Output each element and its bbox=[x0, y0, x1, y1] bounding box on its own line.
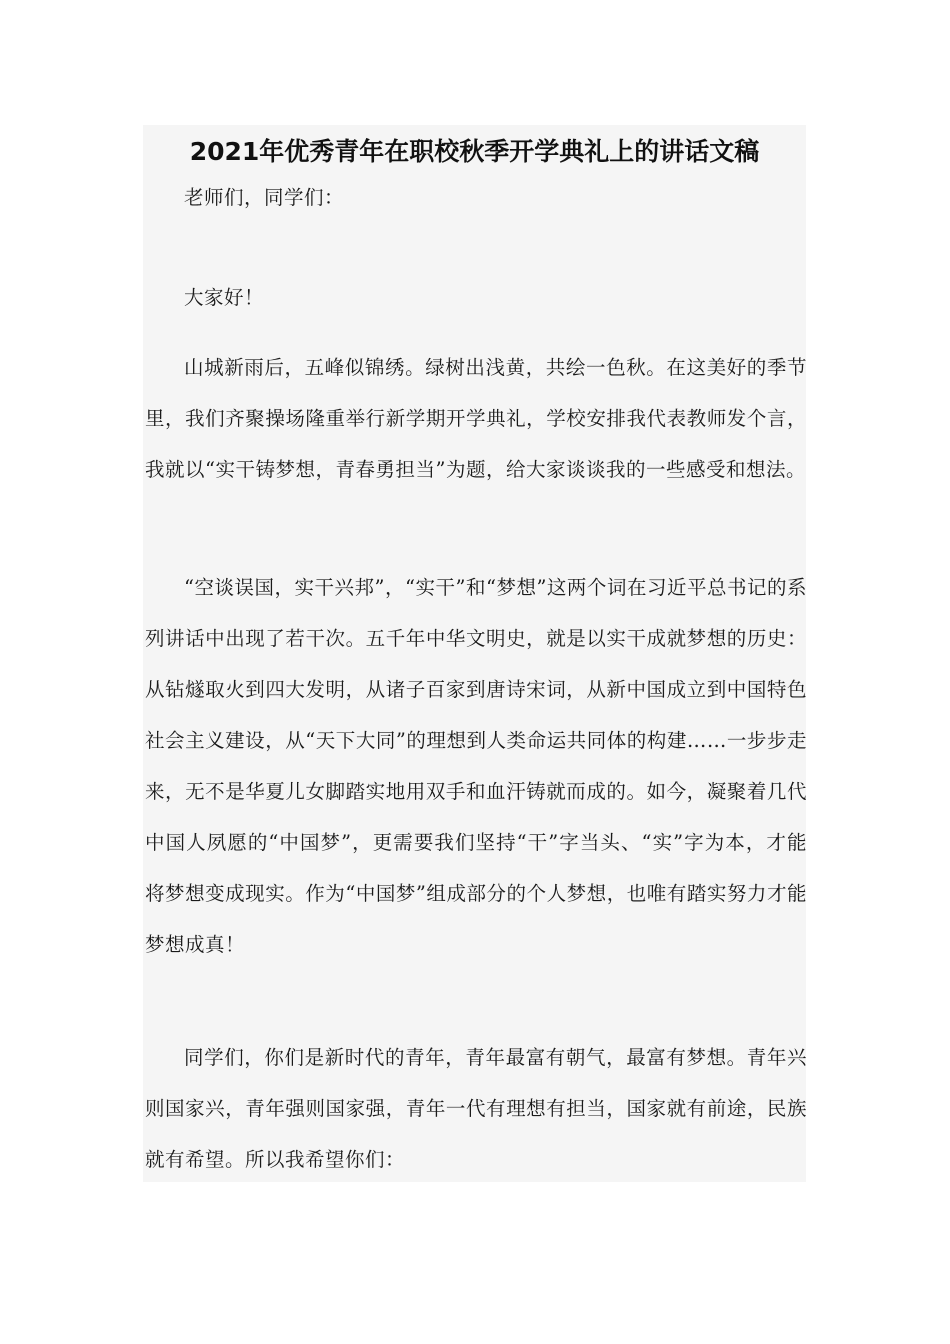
greeting-paragraph: 大家好！ bbox=[184, 286, 265, 309]
body-paragraph: 山城新雨后，五峰似锦绣。绿树出浅黄，共绘一色秋。在这美好的季节里，我们齐聚操场隆重举行新学期开学典礼，学校安排我代表教师发个言，我就以“实干铸梦想，青春勇担当”为题，给大家谈谈我的一些感受和想法。 bbox=[145, 356, 807, 481]
document-title: 2021年优秀青年在职校秋季开学典礼上的讲话文稿 bbox=[189, 137, 760, 166]
body-paragraph: 同学们，你们是新时代的青年，青年最富有朝气，最富有梦想。青年兴则国家兴，青年强则国家强，青年一代有理想有担当，国家就有前途，民族就有希望。所以我希望你们： bbox=[145, 1046, 807, 1171]
body-paragraph: “空谈误国，实干兴邦”，“实干”和“梦想”这两个词在习近平总书记的系列讲话中出现了若干次。五千年中华文明史，就是以实干成就梦想的历史：从钻燧取火到四大发明，从诸子百家到唐诗宋词，从新中国成立到中国特色社会主义建设，从“天下大同”的理想到人类命运共同体的构建……一步步走来，无不是华夏儿女脚踏实地用双手和血汗铸就而成的。如今，凝聚着几代中国人夙愿的“中国梦”，更需要我们坚持“干”字当头、“实”字为本，才能将梦想变成现实。作为“中国梦”组成部分的个人梦想，也唯有踏实努力才能梦想成真！ bbox=[145, 576, 807, 956]
salutation-paragraph: 老师们，同学们： bbox=[184, 186, 345, 209]
